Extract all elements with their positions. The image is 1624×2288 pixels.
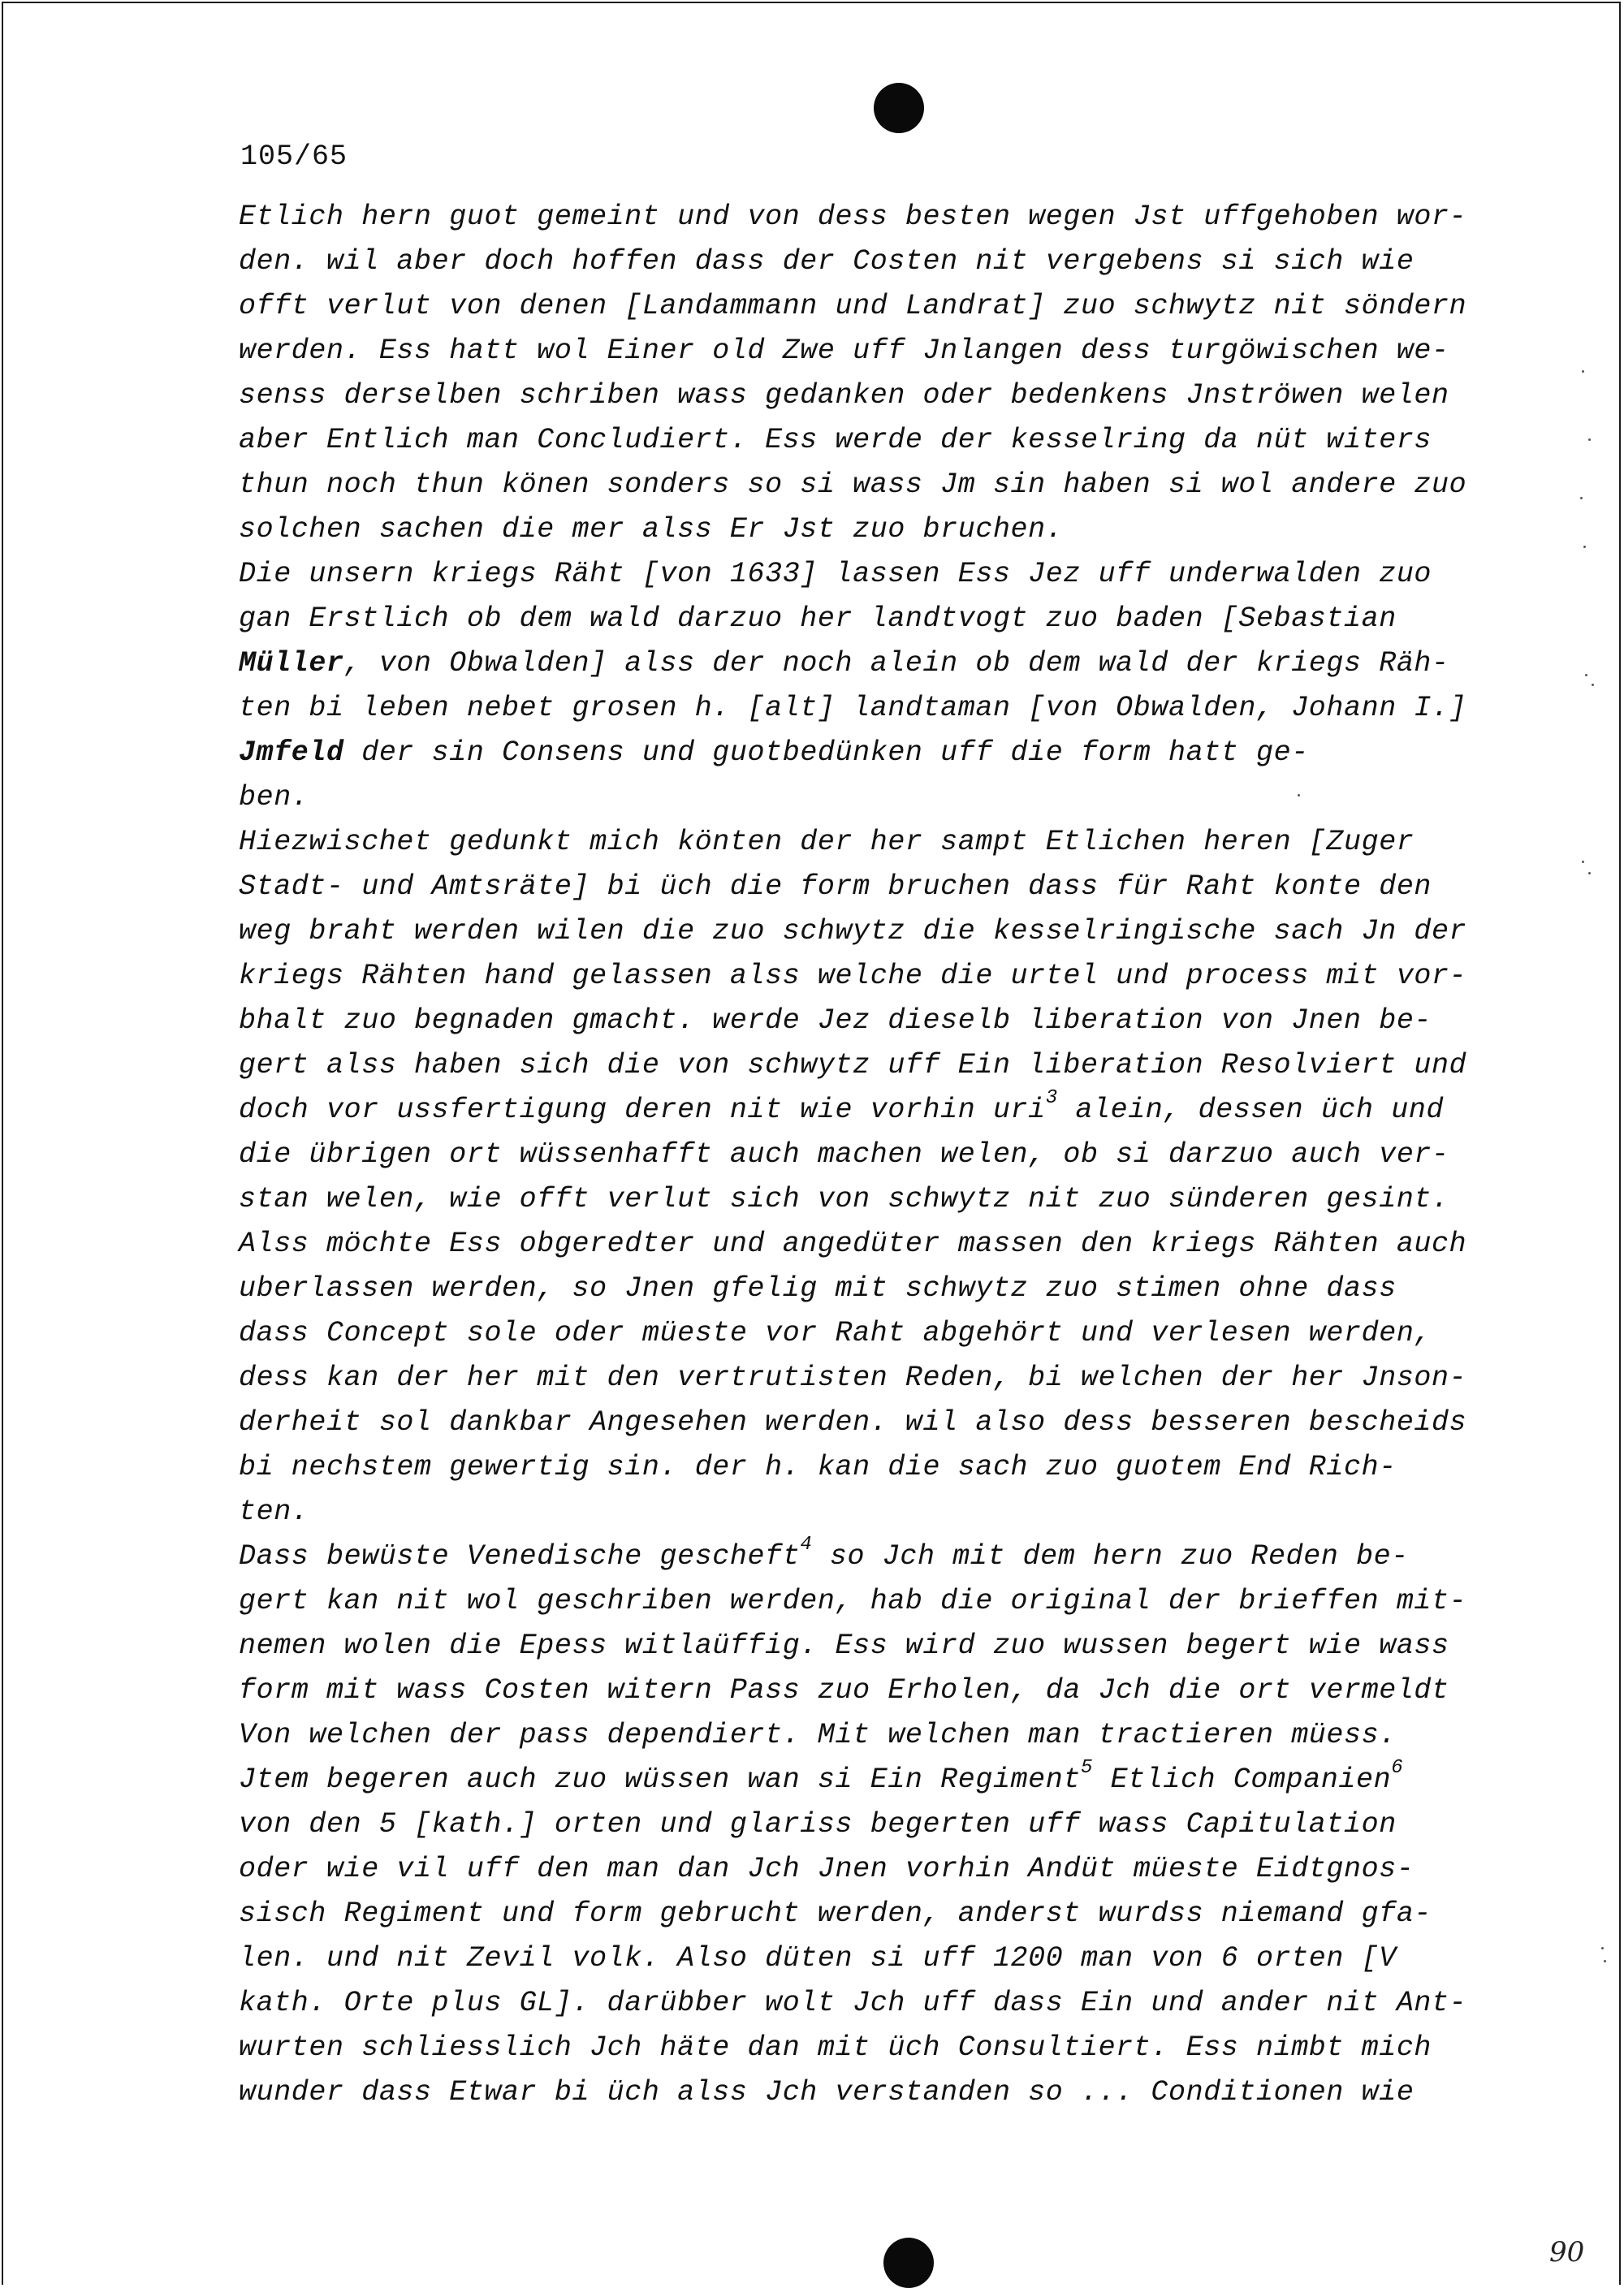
text-segment: sisch Regiment und form gebrucht werden, anderst wurdss niemand gfa- (239, 1897, 1432, 1930)
bold-name: Jmfeld (239, 736, 344, 769)
text-line (239, 1669, 1505, 1713)
text-segment: nemen wolen die Epess witlaüffig. Ess wird zuo wussen begert wie wass (239, 1630, 1449, 1662)
text-segment: ten. (239, 1496, 309, 1528)
text-segment: werden. Ess hatt wol Einer old Zwe uff Jnlangen dess turgöwischen we- (239, 335, 1449, 367)
text-line (239, 686, 1505, 731)
text-line (239, 1936, 1505, 1981)
text-line (239, 1356, 1505, 1401)
scan-speck (1601, 1947, 1604, 1949)
text-segment: derheit sol dankbar Angesehen werden. wil also dess besseren bescheids (239, 1406, 1467, 1439)
text-line (239, 284, 1505, 329)
text-segment: aber Entlich man Concludiert. Ess werde der kesselring da nüt witers (239, 424, 1432, 456)
text-segment: dass Concept sole oder müeste vor Raht abgehört und verlesen werden, (239, 1317, 1432, 1349)
text-segment: der sin Consens und guotbedünken uff die form hatt ge- (343, 736, 1309, 769)
footnote-marker: 5 (1080, 1757, 1093, 1779)
text-segment: bhalt zuo begnaden gmacht. werde Jez dieselb liberation von Jnen be- (239, 1004, 1432, 1037)
text-line (239, 1579, 1505, 1624)
text-line (239, 463, 1505, 507)
scan-speck (1583, 546, 1586, 548)
text-line (239, 507, 1505, 552)
text-line (239, 1177, 1505, 1222)
text-segment: so Jch mit dem hern zuo Reden be- (812, 1540, 1409, 1573)
text-segment: wunder dass Etwar bi üch alss Jch verstanden so ... Conditionen wie (239, 2076, 1415, 2109)
text-line (239, 1043, 1505, 1088)
footnote-marker: 3 (1045, 1087, 1058, 1109)
document-reference: 105/65 (240, 140, 348, 173)
text-line (239, 1311, 1505, 1356)
scan-speck (1582, 861, 1584, 863)
letter-body-text (239, 195, 1505, 2115)
scan-speck (1298, 794, 1300, 796)
bold-name: Müller (239, 647, 344, 680)
text-segment: Dass bewüste Venedische gescheft (239, 1540, 801, 1573)
text-line (239, 1133, 1505, 1177)
text-line (239, 1892, 1505, 1936)
text-line (239, 1267, 1505, 1311)
text-line (239, 909, 1505, 954)
scan-speck (1580, 497, 1583, 499)
text-segment: Jtem begeren auch zuo wüssen wan si Ein Regiment (239, 1763, 1081, 1796)
scan-speck (1588, 872, 1591, 874)
scan-speck (1585, 674, 1587, 676)
text-segment: oder wie vil uff den man dan Jch Jnen vorhin Andüt müeste Eidtgnos- (239, 1853, 1415, 1885)
text-line (239, 865, 1505, 909)
text-line (239, 1401, 1505, 1445)
text-line (239, 1713, 1505, 1758)
scan-speck (1588, 438, 1591, 441)
text-segment: Stadt- und Amtsräte] bi üch die form bruchen dass für Raht konte den (239, 870, 1432, 903)
text-segment: Etlich hern guot gemeint und von dess besten wegen Jst uffgehoben wor- (239, 201, 1467, 233)
scan-speck (1592, 684, 1594, 686)
text-segment: solchen sachen die mer alss Er Jst zuo bruchen. (239, 513, 1064, 546)
text-segment: die übrigen ort wüssenhafft auch machen welen, ob si darzuo auch ver- (239, 1138, 1449, 1171)
text-segment: von den 5 [kath.] orten und glariss begerten uff wass Capitulation (239, 1808, 1397, 1841)
text-segment: senss derselben schriben wass gedanken oder bedenkens Jnströwen welen (239, 379, 1449, 412)
text-segment: ben. (239, 781, 309, 814)
text-segment: Hiezwischet gedunkt mich könten der her sampt Etlichen heren [Zuger (239, 826, 1415, 858)
text-segment: gert alss haben sich die von schwytz uff Ein liberation Resolviert und (239, 1049, 1467, 1081)
text-segment: gan Erstlich ob dem wald darzuo her landtvogt zuo baden [Sebastian (239, 602, 1397, 635)
text-segment: weg braht werden wilen die zuo schwytz die kesselringische sach Jn der (239, 915, 1467, 948)
text-segment: , von Obwalden] alss der noch alein ob dem wald der kriegs Räh- (343, 647, 1449, 680)
text-line (239, 552, 1505, 597)
text-segment: kriegs Rähten hand gelassen alss welche die urtel und process mit vor- (239, 960, 1467, 992)
text-line (239, 820, 1505, 865)
text-segment: dess kan der her mit den vertrutisten Reden, bi welchen der her Jnson- (239, 1362, 1467, 1394)
text-line (239, 1535, 1505, 1579)
text-line (239, 1624, 1505, 1669)
text-segment: kath. Orte plus GL]. darübber wolt Jch uff dass Ein und ander nit Ant- (239, 1987, 1467, 2019)
text-line (239, 195, 1505, 240)
text-segment: stan welen, wie offt verlut sich von schwytz nit zuo sünderen gesint. (239, 1183, 1449, 1215)
folio-number: 90 (1549, 2236, 1585, 2269)
text-segment: wurten schliesslich Jch häte dan mit üch Consultiert. Ess nimbt mich (239, 2031, 1432, 2064)
text-segment: offt verlut von denen [Landammann und Landrat] zuo schwytz nit söndern (239, 290, 1467, 322)
text-segment: Die unsern kriegs Räht [von 1633] lassen Ess Jez uff underwalden zuo (239, 558, 1432, 590)
text-segment: Etlich Companien (1092, 1763, 1392, 1796)
text-line (239, 999, 1505, 1043)
text-line (239, 1445, 1505, 1490)
text-segment: Alss möchte Ess obgeredter und angedüter massen den kriegs Rähten auch (239, 1228, 1467, 1260)
text-segment: thun noch thun könen sonders so si wass Jm sin haben si wol andere zuo (239, 468, 1467, 501)
text-line (239, 1222, 1505, 1267)
text-segment: len. und nit Zevil volk. Also düten si uff 1200 man von 6 orten [V (239, 1942, 1397, 1975)
text-segment: alein, dessen üch und (1057, 1094, 1445, 1126)
scan-speck (1604, 1960, 1606, 1962)
text-segment: Von welchen der pass dependiert. Mit welchen man tractieren müess. (239, 1719, 1397, 1751)
text-segment: uberlassen werden, so Jnen gfelig mit schwytz zuo stimen ohne dass (239, 1272, 1397, 1305)
punch-hole-top (874, 83, 924, 133)
text-line (239, 954, 1505, 999)
punch-hole-bottom (883, 2238, 934, 2288)
text-line (239, 1981, 1505, 2026)
text-segment: bi nechstem gewertig sin. der h. kan die sach zuo guotem End Rich- (239, 1451, 1397, 1483)
text-line (239, 641, 1505, 686)
text-line (239, 597, 1505, 641)
text-line (239, 1758, 1505, 1802)
text-line (239, 418, 1505, 463)
text-line (239, 2070, 1505, 2115)
text-line (239, 1490, 1505, 1535)
text-line (239, 1802, 1505, 1847)
footnote-marker: 4 (800, 1534, 813, 1556)
text-line (239, 329, 1505, 373)
footnote-marker: 6 (1391, 1757, 1404, 1779)
text-segment: ten bi leben nebet grosen h. [alt] landtaman [von Obwalden, Johann I.] (239, 692, 1467, 724)
text-segment: form mit wass Costen witern Pass zuo Erholen, da Jch die ort vermeldt (239, 1674, 1449, 1707)
text-segment: doch vor ussfertigung deren nit wie vorhin uri (239, 1094, 1046, 1126)
text-line (239, 1088, 1505, 1133)
text-line (239, 1847, 1505, 1892)
text-line (239, 240, 1505, 284)
text-line (239, 731, 1505, 775)
text-line (239, 373, 1505, 418)
text-line (239, 775, 1505, 820)
text-segment: gert kan nit wol geschriben werden, hab die original der brieffen mit- (239, 1585, 1467, 1617)
text-line (239, 2026, 1505, 2070)
scan-speck (1582, 370, 1584, 373)
text-segment: den. wil aber doch hoffen dass der Costen nit vergebens si sich wie (239, 245, 1415, 278)
